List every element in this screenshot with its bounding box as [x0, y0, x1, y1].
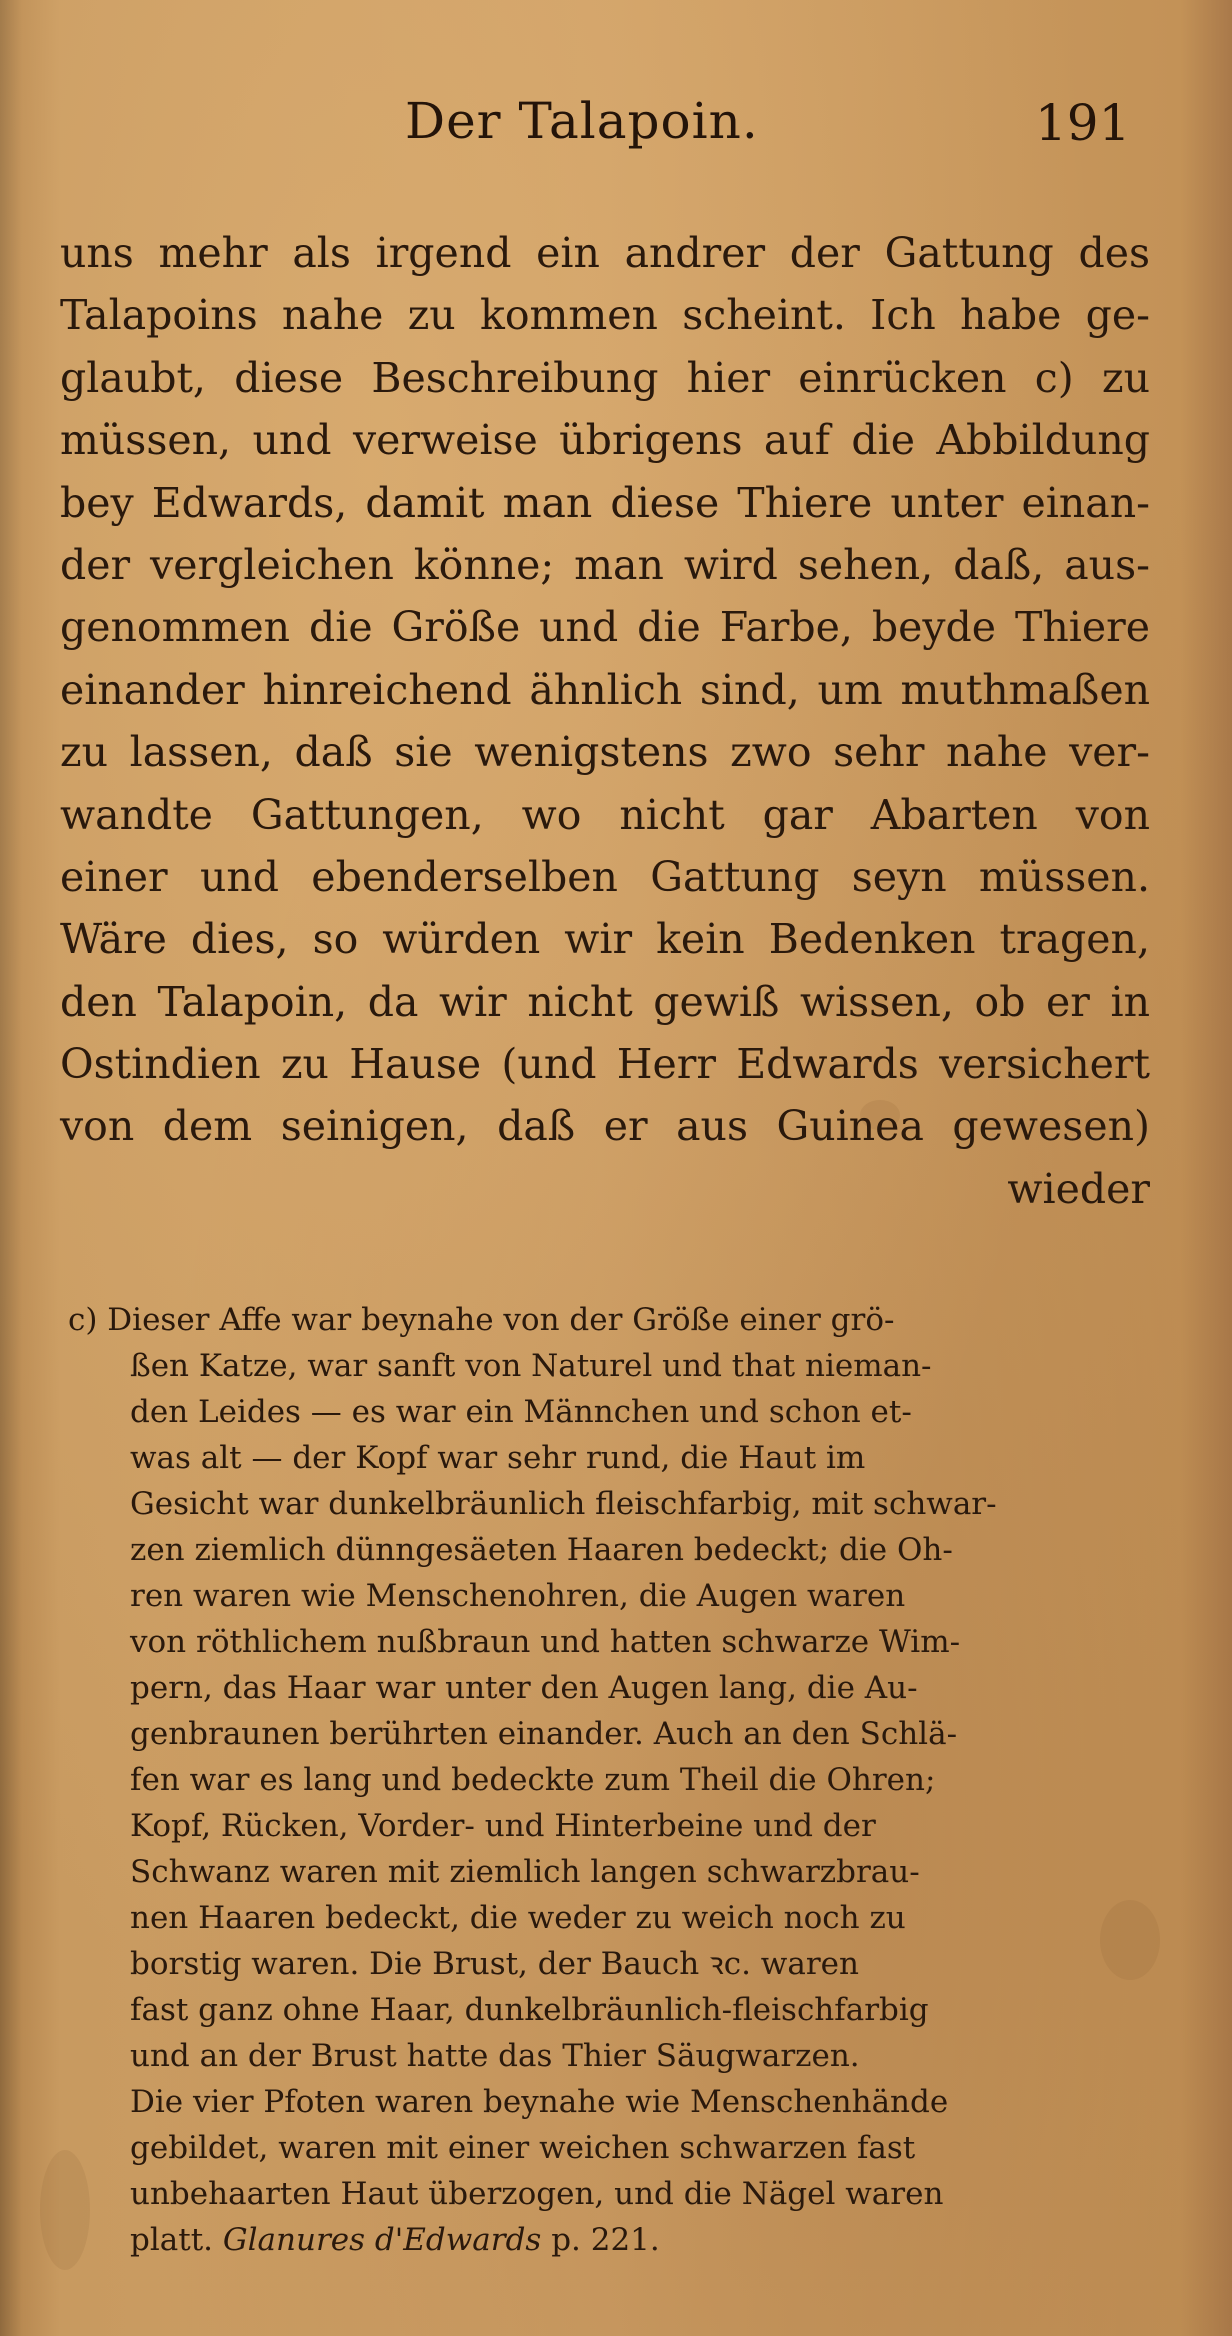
footnote-line: fast ganz ohne Haar, dunkelbräunlich-fleischfarbig	[130, 1992, 929, 2028]
text-line: der vergleichen könne; man wird sehen, daß, aus-	[60, 540, 1150, 589]
footnote-line: unbehaarten Haut überzogen, und die Nägel waren	[130, 2176, 944, 2212]
footnote-line: Die vier Pfoten waren beynahe wie Menschenhände	[130, 2084, 949, 2120]
text-line: einer und ebenderselben Gattung seyn müssen.	[60, 852, 1150, 901]
text-line: glaubt, diese Beschreibung hier einrücken c) zu	[60, 353, 1150, 402]
footnote-line: pern, das Haar war unter den Augen lang, die Au-	[130, 1670, 918, 1706]
text-line: genommen die Größe und die Farbe, beyde Thiere	[60, 603, 1150, 652]
text-line: Wäre dies, so würden wir kein Bedenken tragen,	[60, 915, 1150, 964]
citation-page: p. 221.	[551, 2222, 660, 2258]
footnote-block	[68, 1297, 1148, 2263]
footnote-line: was alt — der Kopf war sehr rund, die Haut im	[130, 1440, 866, 1476]
citation-title: Glanures d'Edwards	[222, 2222, 542, 2258]
main-text-block	[60, 222, 1150, 1220]
footnote-line: nen Haaren bedeckt, die weder zu weich noch zu	[130, 1900, 906, 1936]
text-line: von dem seinigen, daß er aus Guinea gewesen)	[60, 1102, 1150, 1151]
footnote-line: den Leides — es war ein Männchen und schon et-	[130, 1394, 912, 1430]
footnote-line: gebildet, waren mit einer weichen schwarzen fast	[130, 2130, 916, 2166]
page-number: 191	[1035, 94, 1131, 152]
footnote-line: von röthlichem nußbraun und hatten schwarze Wim-	[130, 1624, 961, 1660]
text-line: wandte Gattungen, wo nicht gar Abarten von	[60, 790, 1150, 839]
footnote-last-word: platt.	[130, 2222, 214, 2258]
footnote-line: ßen Katze, war sanft von Naturel und that nieman-	[130, 1348, 932, 1384]
footnote-line: Schwanz waren mit ziemlich langen schwarzbrau-	[130, 1854, 920, 1890]
footnote-line: genbraunen berührten einander. Auch an den Schlä-	[130, 1716, 958, 1752]
footnote-line: fen war es lang und bedeckte zum Theil die Ohren;	[130, 1762, 936, 1798]
footnote-line: Kopf, Rücken, Vorder- und Hinterbeine und der	[130, 1808, 876, 1844]
text-line: Talapoins nahe zu kommen scheint. Ich habe ge-	[60, 291, 1150, 340]
footnote-last-line	[68, 2217, 1148, 2263]
text-line: uns mehr als irgend ein andrer der Gattung des	[60, 229, 1150, 277]
footnote-line: zen ziemlich dünngesäeten Haaren bedeckt; die Oh-	[130, 1532, 953, 1568]
footnote-line: ren waren wie Menschenohren, die Augen waren	[130, 1578, 906, 1614]
running-head	[0, 92, 1232, 172]
text-line: bey Edwards, damit man diese Thiere unter einan-	[60, 478, 1150, 527]
text-line: müssen, und verweise übrigens auf die Abbildung	[60, 416, 1150, 465]
text-line: den Talapoin, da wir nicht gewiß wissen, ob er in	[60, 977, 1150, 1026]
footnote-line: c) Dieser Affe war beynahe von der Größe einer grö-	[68, 1302, 895, 1338]
text-line: einander hinreichend ähnlich sind, um muthmaßen	[60, 665, 1150, 714]
running-title: Der Talapoin.	[405, 92, 759, 150]
text-line: Ostindien zu Hause (und Herr Edwards versichert	[60, 1040, 1150, 1089]
footnote-line: borstig waren. Die Brust, der Bauch ꝛc. waren	[130, 1946, 859, 1982]
text-line: zu lassen, daß sie wenigstens zwo sehr nahe ver-	[60, 728, 1150, 777]
footnote-line: Gesicht war dunkelbräunlich fleischfarbig, mit schwar-	[130, 1486, 997, 1522]
footnote-line: und an der Brust hatte das Thier Säugwarzen.	[130, 2038, 860, 2074]
catchword: wieder	[1007, 1164, 1150, 1213]
